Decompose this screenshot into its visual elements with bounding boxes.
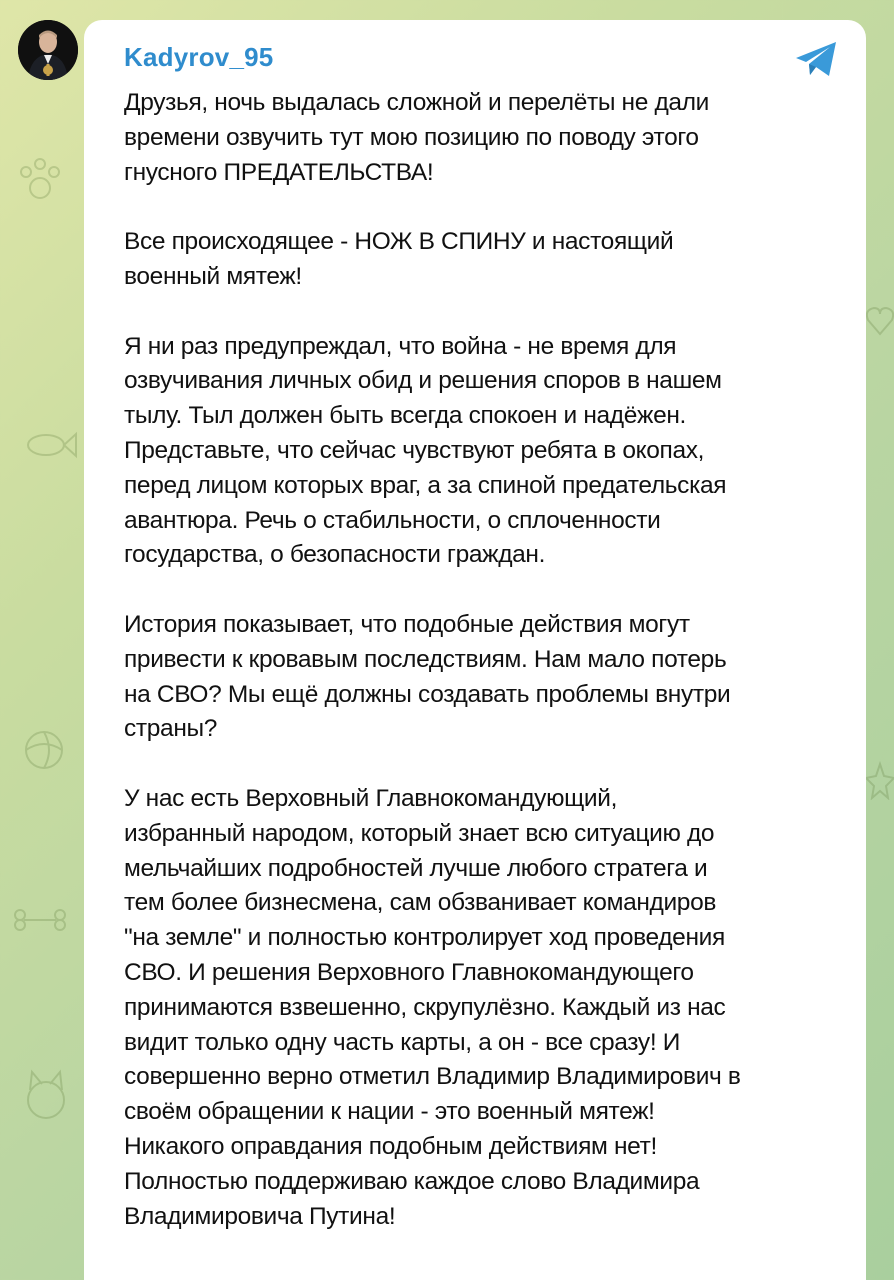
bone-doodle-icon bbox=[10, 900, 70, 940]
post-paragraph: Друзья, ночь выдалась сложной и перелёты не дали времени озвучить тут мою позицию по поводу этого гнусного ПРЕДАТЕЛЬСТВА! bbox=[124, 89, 709, 186]
avatar-portrait-icon bbox=[18, 20, 78, 80]
message-bubble bbox=[84, 20, 866, 1280]
post-paragraph: Все происходящее - НОЖ В СПИНУ и настоящий военный мятеж! bbox=[124, 228, 674, 290]
telegram-icon[interactable] bbox=[794, 40, 840, 80]
heart-doodle-icon bbox=[866, 300, 894, 340]
fish-doodle-icon bbox=[20, 420, 80, 470]
star-doodle-icon bbox=[866, 760, 894, 800]
channel-avatar[interactable] bbox=[18, 20, 78, 80]
post-paragraph: Я ни раз предупреждал, что война - не время для озвучивания личных обид и решения споров в нашем тылу. Тыл должен быть всегда спокоен и надёжен. Представьте, что сейчас чувствуют ребята в окопах, перед лицом которых враг, а за спиной предательская авантюра. Речь о стабильности, о сплоченности государства, о безопасности граждан. bbox=[124, 332, 727, 569]
post-paragraph: У нас есть Верховный Главнокомандующий, избранный народом, который знает всю ситуацию до мельчайших подробностей лучше любого стратега и тем более бизнесмена, сам обзванивает командиров "на земле" и полностью контролирует ход проведения СВО. И решения Верховного Главнокомандующего принимаются взвешенно, скрупулёзно. Каждый из нас видит только одну часть карты, а он - все сразу! И совершенно верно отметил Владимир Владимирович в своём обращении к нации - это военный мятеж! Никакого оправдания подобным действиям нет! Полностью поддерживаю каждое слово Владимира Владимировича Путина! bbox=[124, 784, 741, 1230]
paw-doodle-icon bbox=[10, 150, 70, 210]
ball-doodle-icon bbox=[14, 720, 74, 780]
post-paragraph: История показывает, что подобные действия могут привести к кровавым последствиям. Нам мало потерь на СВО? Мы ещё должны создавать проблемы внутри страны? bbox=[124, 610, 731, 743]
cat-doodle-icon bbox=[16, 1060, 76, 1130]
post-text bbox=[124, 86, 846, 1269]
channel-name[interactable]: Kadyrov_95 bbox=[124, 42, 274, 72]
